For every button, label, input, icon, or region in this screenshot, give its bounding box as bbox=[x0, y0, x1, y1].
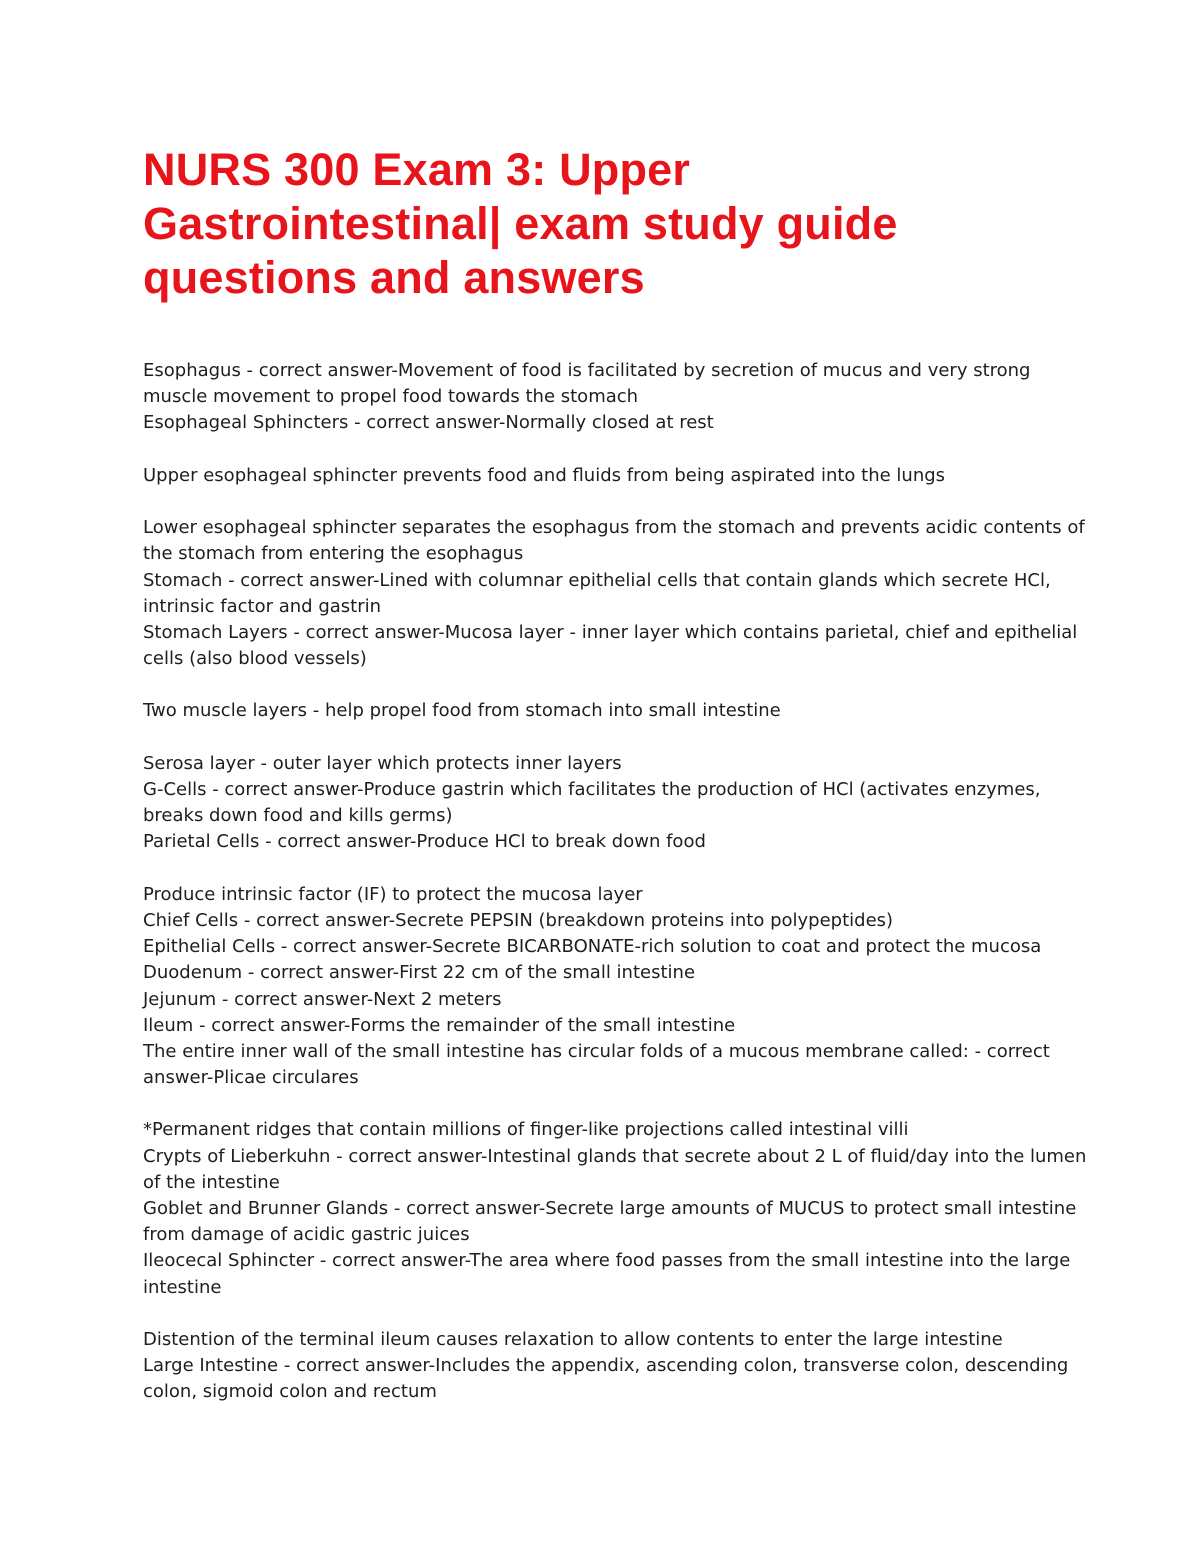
body-line: Serosa layer - outer layer which protects inner layers bbox=[143, 752, 622, 774]
title-line: NURS 300 Exam 3: Upper bbox=[143, 144, 691, 195]
body-line: G-Cells - correct answer-Produce gastrin which facilitates the production of HCl (activates enzymes, bbox=[143, 779, 1041, 800]
body-line: Two muscle layers - help propel food from stomach into small intestine bbox=[143, 700, 781, 722]
body-line: Jejunum - correct answer-Next 2 meters bbox=[143, 988, 502, 1010]
body-line: Stomach Layers - correct answer-Mucosa layer - inner layer which contains parietal, chief and epithelial bbox=[143, 621, 1078, 643]
body-line: The entire inner wall of the small intestine has circular folds of a mucous membrane called: - correct bbox=[143, 1040, 1050, 1062]
body-line: Epithelial Cells - correct answer-Secrete BICARBONATE-rich solution to coat and protect the mucosa bbox=[143, 936, 1042, 958]
body-line: Esophagus - correct answer-Movement of food is facilitated by secretion of mucus and very strong bbox=[143, 360, 1031, 381]
body-line: answer-Plicae circulares bbox=[143, 1067, 359, 1089]
body-line: Ileum - correct answer-Forms the remainder of the small intestine bbox=[143, 1014, 736, 1036]
blank-line bbox=[143, 1091, 1073, 1117]
body-line: Duodenum - correct answer-First 22 cm of the small intestine bbox=[143, 962, 696, 984]
body-line: breaks down food and kills germs) bbox=[143, 805, 453, 827]
blank-line bbox=[143, 489, 1073, 515]
body-line: Chief Cells - correct answer-Secrete PEPSIN (breakdown proteins into polypeptides) bbox=[143, 909, 894, 931]
body-line: Lower esophageal sphincter separates the esophagus from the stomach and prevents acidic contents of bbox=[143, 517, 1085, 539]
body-line: intestine bbox=[143, 1276, 222, 1298]
body-line: cells (also blood vessels) bbox=[143, 648, 367, 670]
blank-line bbox=[143, 437, 1073, 463]
body-line: Produce intrinsic factor (IF) to protect the mucosa layer bbox=[143, 883, 643, 905]
body-line: intrinsic factor and gastrin bbox=[143, 595, 382, 617]
blank-line bbox=[143, 725, 1073, 751]
body-line: Distention of the terminal ileum causes relaxation to allow contents to enter the large intestine bbox=[143, 1328, 1003, 1350]
document-body bbox=[143, 358, 1087, 1406]
body-line: Goblet and Brunner Glands - correct answer-Secrete large amounts of MUCUS to protect small intestine bbox=[143, 1198, 1077, 1219]
body-line: from damage of acidic gastric juices bbox=[143, 1224, 470, 1246]
body-line: the stomach from entering the esophagus bbox=[143, 543, 524, 565]
body-line: Stomach - correct answer-Lined with columnar epithelial cells that contain glands which secrete HCl, bbox=[143, 569, 1051, 591]
title-line: questions and answers bbox=[143, 252, 645, 303]
body-line: Esophageal Sphincters - correct answer-Normally closed at rest bbox=[143, 412, 714, 434]
body-line: Ileocecal Sphincter - correct answer-The area where food passes from the small intestine into the large bbox=[143, 1250, 1071, 1272]
blank-line bbox=[143, 1301, 1073, 1327]
body-line: Parietal Cells - correct answer-Produce HCl to break down food bbox=[143, 831, 706, 853]
body-line: Upper esophageal sphincter prevents food and fluids from being aspirated into the lungs bbox=[143, 464, 946, 486]
body-line: Crypts of Lieberkuhn - correct answer-Intestinal glands that secrete about 2 L of fluid/day into the lumen bbox=[143, 1145, 1087, 1167]
body-line: muscle movement to propel food towards the stomach bbox=[143, 386, 639, 408]
title-line: Gastrointestinal| exam study guide bbox=[143, 198, 898, 249]
blank-line bbox=[143, 856, 1073, 882]
body-line: colon, sigmoid colon and rectum bbox=[143, 1381, 437, 1403]
body-line: Large Intestine - correct answer-Includes the appendix, ascending colon, transverse colon, descending bbox=[143, 1355, 1069, 1377]
document-title bbox=[143, 143, 1073, 305]
blank-line bbox=[143, 672, 1073, 698]
body-line: of the intestine bbox=[143, 1171, 280, 1193]
body-line: *Permanent ridges that contain millions of finger-like projections called intestinal villi bbox=[143, 1119, 909, 1141]
